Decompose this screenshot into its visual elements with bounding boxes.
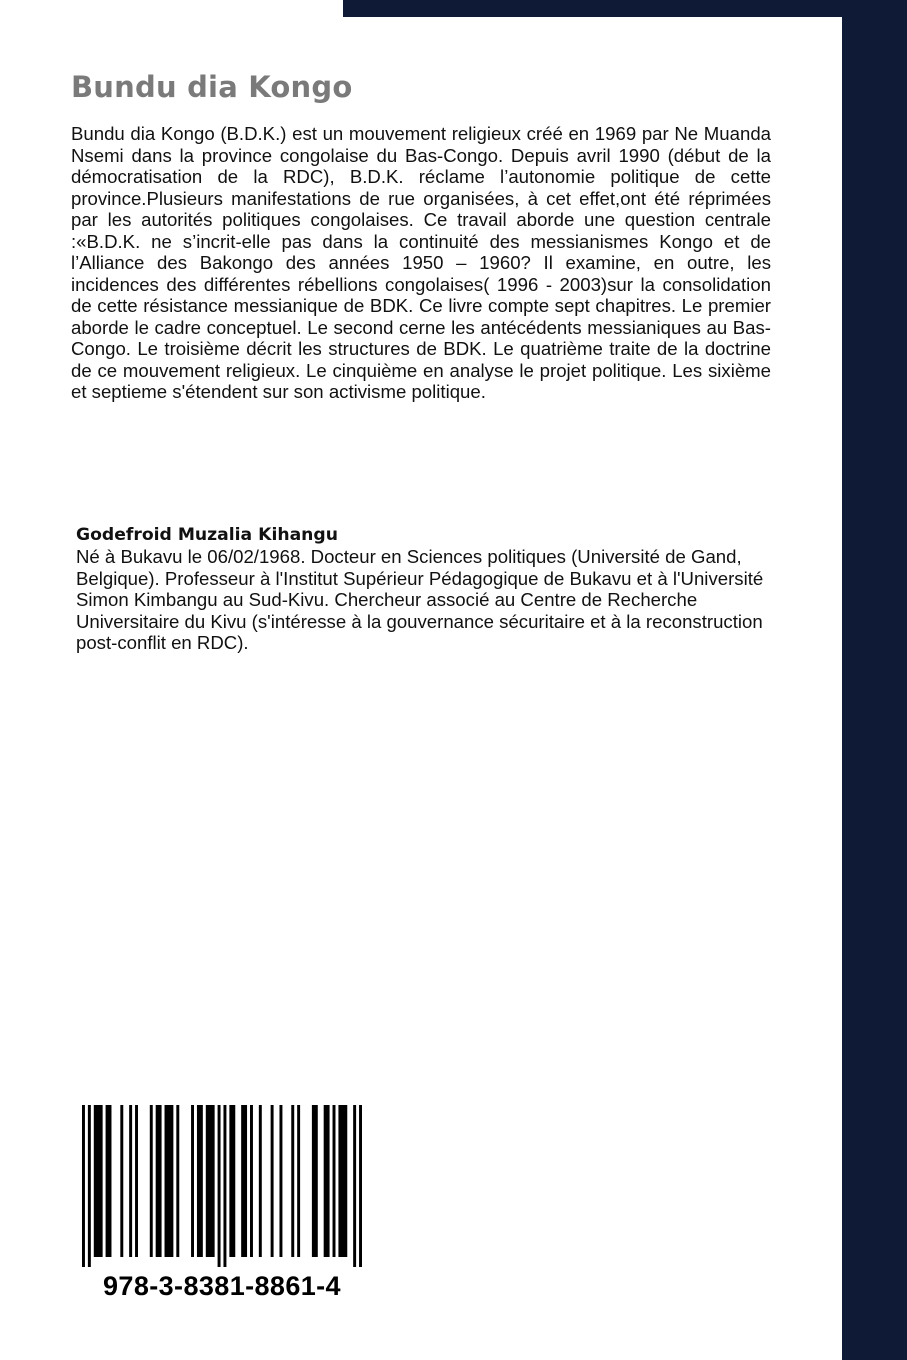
barcode-bar: [218, 1105, 221, 1267]
barcode-bar: [353, 1105, 356, 1267]
barcode-bar: [206, 1105, 215, 1257]
barcode-bar: [259, 1105, 262, 1257]
barcode-bar: [312, 1105, 318, 1257]
barcode-bar: [150, 1105, 153, 1257]
barcode-bar: [156, 1105, 162, 1257]
barcode-bar: [333, 1105, 336, 1257]
isbn-number: 978-3-8381-8861-4: [103, 1271, 341, 1301]
barcode-bar: [359, 1105, 362, 1267]
barcode-bar: [229, 1105, 235, 1257]
author-block: [76, 524, 776, 654]
isbn-barcode: [82, 1105, 362, 1310]
barcode-bar: [165, 1105, 174, 1257]
barcode-bar: [82, 1105, 85, 1267]
barcode-bar: [291, 1105, 294, 1257]
barcode-bar: [250, 1105, 253, 1257]
barcode-bar: [135, 1105, 138, 1257]
barcode-bar: [176, 1105, 179, 1257]
spine-color-band: [842, 0, 907, 1360]
barcode-bar: [271, 1105, 274, 1257]
barcode-bar: [223, 1105, 226, 1267]
top-color-band: [343, 0, 907, 17]
barcode-bar: [191, 1105, 194, 1257]
barcode-bar: [197, 1105, 203, 1257]
author-bio: Né à Bukavu le 06/02/1968. Docteur en Sciences politiques (Université de Gand, Belgique). Professeur à l'Institut Supérieur Pédagogique de Bukavu et à l'Université Simon Kimbangu au Sud-Kivu. Chercheur associé au Centre de Recherche Universitaire du Kivu (s'intéresse à la gouvernance sécuritaire et à la reconstruction post-conflit en RDC).: [76, 546, 764, 653]
book-title: Bundu dia Kongo: [71, 70, 353, 104]
barcode-bar: [324, 1105, 330, 1257]
barcode-bar: [241, 1105, 247, 1257]
barcode-bar: [338, 1105, 347, 1257]
barcode-bar: [120, 1105, 123, 1257]
barcode-bar: [279, 1105, 282, 1257]
book-summary: Bundu dia Kongo (B.D.K.) est un mouvement religieux créé en 1969 par Ne Muanda Nsemi dans la province congolaise du Bas-Congo. Depuis avril 1990 (début de la démocratisation de la RDC), B.D.K. réclame l’autonomie politique de cette province.Plusieurs manifestations de rue organisées, à cet effet,ont été réprimées par les autorités politiques congolaises. Ce travail aborde une question centrale :«B.D.K. ne s’incrit-elle pas dans la continuité des messianismes Kongo et de l’Alliance des Bakongo des années 1950 – 1960? Il examine, en outre, les incidences des différentes rébellions congolaises( 1996 - 2003)sur la consolidation de cette résistance messianique de BDK. Ce livre compte sept chapitres. Le premier aborde le cadre conceptuel. Le second cerne les antécédents messianiques au Bas-Congo. Le troisième décrit les structures de BDK. Le quatrième traite de la doctrine de ce mouvement religieux. Le cinquième en analyse le projet politique. Les sixième et septieme s'étendent sur son activisme politique.: [71, 123, 771, 402]
author-name: Godefroid Muzalia Kihangu: [76, 525, 338, 545]
barcode-bar: [106, 1105, 112, 1257]
barcode-bar: [94, 1105, 103, 1257]
barcode-bar: [129, 1105, 132, 1257]
barcode-bar: [88, 1105, 91, 1267]
barcode-icon: [82, 1105, 362, 1267]
barcode-bar: [297, 1105, 300, 1257]
